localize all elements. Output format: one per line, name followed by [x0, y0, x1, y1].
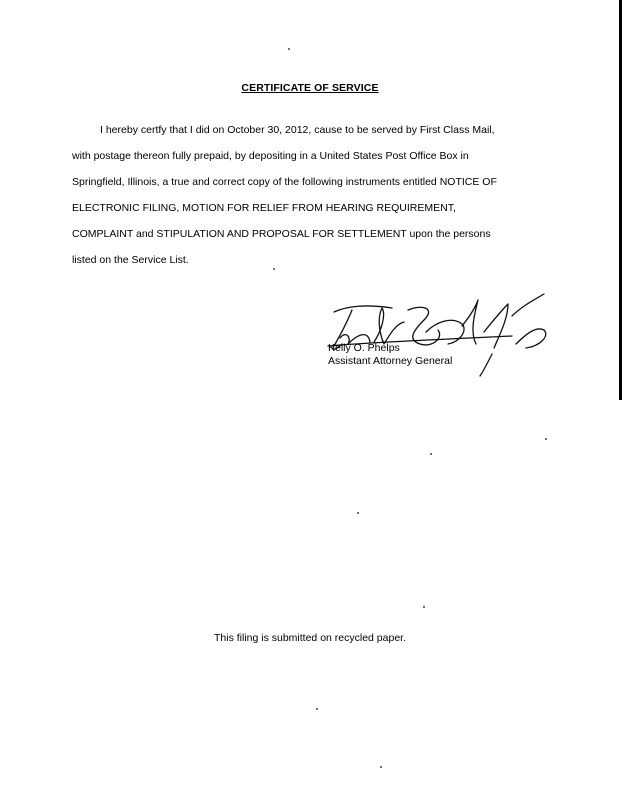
scan-speck: [380, 766, 382, 768]
body-line-3: Springfield, Illinois, a true and correct copy of the following instruments entitled NOTICE OF: [72, 176, 497, 188]
scan-speck: [288, 48, 290, 50]
body-line-4: ELECTRONIC FILING, MOTION FOR RELIEF FROM HEARING REQUIREMENT,: [72, 202, 456, 214]
signer-name: Kelly O. Phelps: [328, 342, 400, 354]
body-line-5: COMPLAINT and STIPULATION AND PROPOSAL FOR SETTLEMENT upon the persons: [72, 228, 491, 240]
body-line-1: I hereby certfy that I did on October 30, 2012, cause to be served by First Class Mail,: [100, 124, 495, 136]
scan-speck: [357, 512, 359, 514]
scan-speck: [273, 268, 275, 270]
body-line-6: listed on the Service List.: [72, 254, 189, 266]
scan-speck: [430, 453, 432, 455]
body-line-2: with postage thereon fully prepaid, by depositing in a United States Post Office Box in: [72, 150, 469, 162]
recycled-paper-note: This filing is submitted on recycled paper.: [213, 632, 406, 644]
scan-edge-border: [619, 0, 622, 400]
scan-speck: [316, 708, 318, 710]
scan-speck: [545, 438, 547, 440]
scan-speck: [423, 606, 425, 608]
certificate-title: CERTIFICATE OF SERVICE: [241, 82, 379, 94]
signer-title: Assistant Attorney General: [328, 355, 453, 367]
